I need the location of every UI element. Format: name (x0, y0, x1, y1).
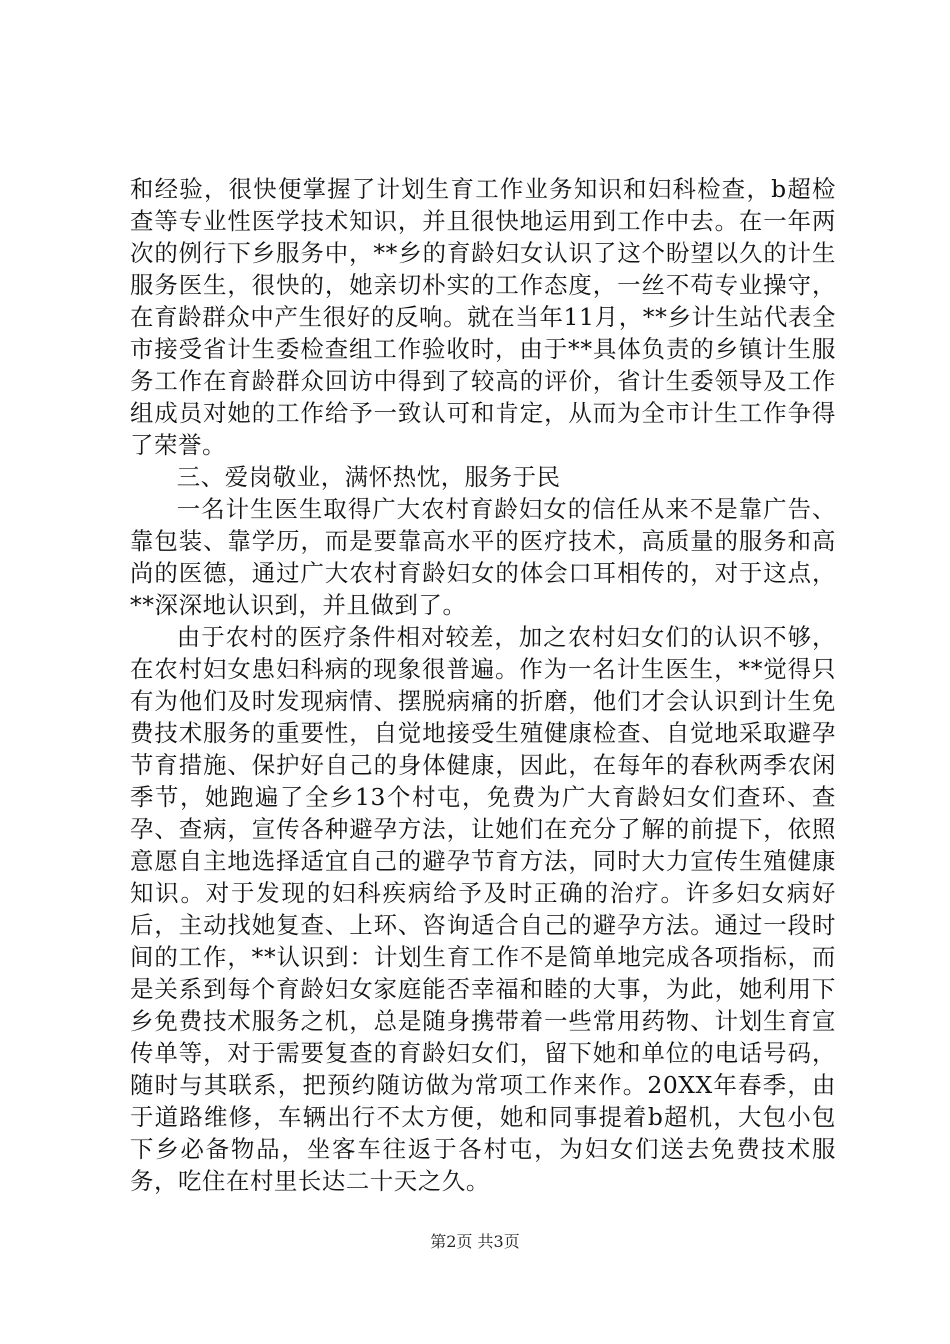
document-body (130, 173, 836, 1197)
section-heading: 三、爱岗敬业，满怀热忱，服务于民 (176, 463, 561, 491)
paragraph: 由于农村的医疗条件相对较差，加之农村妇女们的认识不够，在农村妇女患妇科病的现象很普遍。作为一名计生医生，**觉得只有为他们及时发现病情、摆脱病痛的折磨，他们才会认识到计生免费技术服务的重要性，自觉地接受生殖健康检查、自觉地采取避孕节育措施、保护好自己的身体健康，因此，在每年的春秋两季农闲季节，她跑遍了全乡13个村屯，免费为广大育龄妇女们查环、查孕、查病，宣传各种避孕方法，让她们在充分了解的前提下，依照意愿自主地选择适宜自己的避孕节育方法，同时大力宣传生殖健康知识。对于发现的妇科疾病给予及时正确的治疗。许多妇女病好后，主动找她复查、上环、咨询适合自己的避孕方法。通过一段时间的工作，**认识到：计划生育工作不是简单地完成各项指标，而是关系到每个育龄妇女家庭能否幸福和睦的大事，为此，她利用下乡免费技术服务之机，总是随身携带着一些常用药物、计划生育宣传单等，对于需要复查的育龄妇女们，留下她和单位的电话号码，随时与其联系，把预约随访做为常项工作来作。20XX年春季，由于道路维修，车辆出行不太方便，她和同事提着b超机，大包小包下乡必备物品，坐客车往返于各村屯，为妇女们送去免费技术服务，吃住在村里长达二十天之久。 (130, 623, 836, 1195)
paragraph: 一名计生医生取得广大农村育龄妇女的信任从来不是靠广告、靠包装、靠学历，而是要靠高水平的医疗技术，高质量的服务和高尚的医德，通过广大农村育龄妇女的体会口耳相传的，对于这点，**深深地认识到，并且做到了。 (130, 495, 836, 619)
page-number-footer: 第2页 共3页 (430, 1232, 520, 1251)
paragraph-continuation: 和经验，很快便掌握了计划生育工作业务知识和妇科检查，b超检查等专业性医学技术知识，并且很快地运用到工作中去。在一年两次的例行下乡服务中，**乡的育龄妇女认识了这个盼望以久的计生服务医生，很快的，她亲切朴实的工作态度，一丝不苟专业操守，在育龄群众中产生很好的反响。就在当年11月，**乡计生站代表全市接受省计生委检查组工作验收时，由于**具体负责的乡镇计生服务工作在育龄群众回访中得到了较高的评价，省计生委领导及工作组成员对她的工作给予一致认可和肯定，从而为全市计生工作争得了荣誉。 (130, 175, 836, 459)
